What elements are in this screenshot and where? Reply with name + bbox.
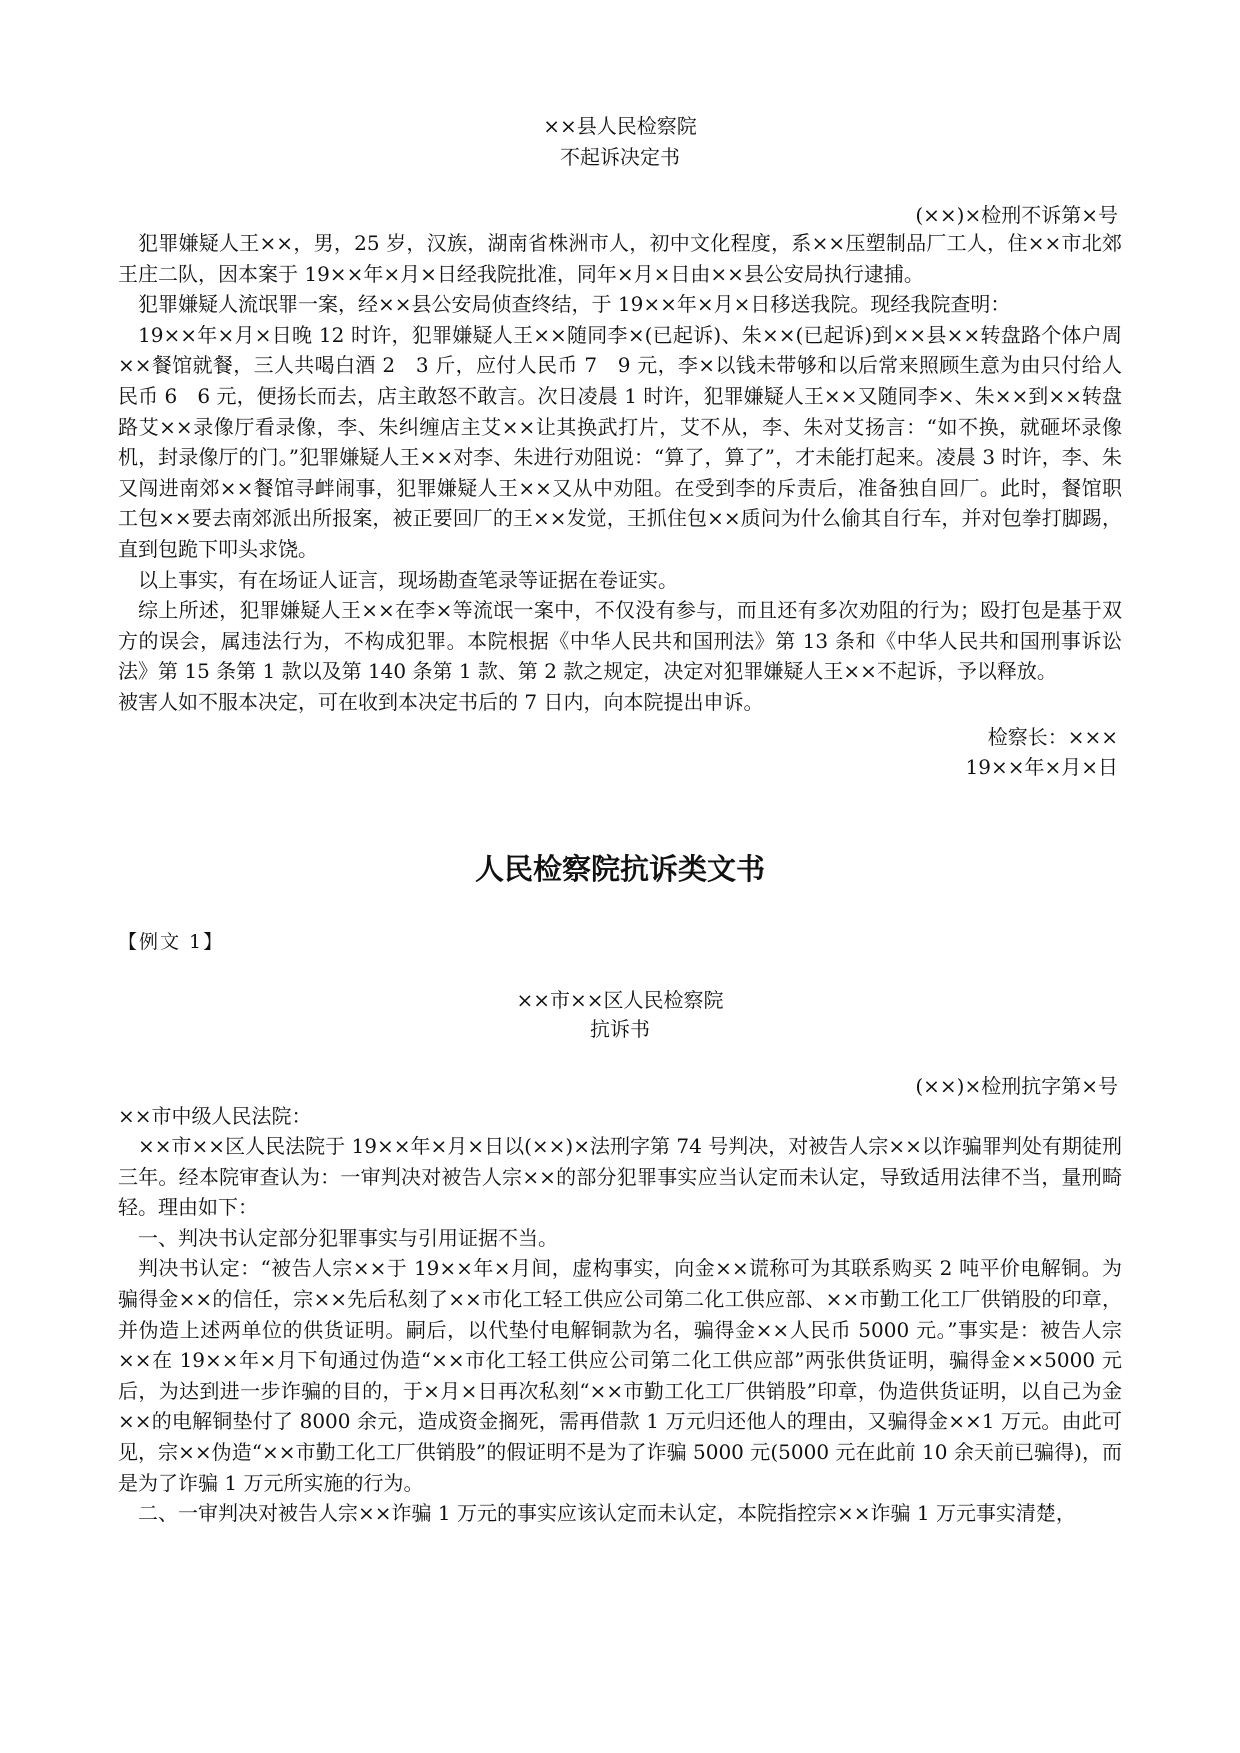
doc2-doc-number: (××)×检刑抗字第×号 (915, 1074, 1118, 1098)
doc1-doc-number: (××)×检刑不诉第×号 (915, 203, 1118, 227)
doc2-title: 抗诉书 (590, 1017, 650, 1041)
example-label: 【例文 1】 (118, 931, 225, 953)
body-paragraph: 犯罪嫌疑人王××，男，25 岁，汉族，湖南省株洲市人，初中文化程度，系××压塑制品厂工人，住××市北郊王庄二队，因本案于 19××年×月×日经我院批准，同年×月×日由××县公安局执行逮捕。 (118, 231, 1122, 286)
body-paragraph: 一、判决书认定部分犯罪事实与引用证据不当。 (138, 1225, 558, 1250)
doc1-org-name: ××县人民检察院 (543, 114, 697, 138)
body-paragraph: ××市××区人民法院于 19××年×月×日以(××)×法刑字第 74 号判决，对被告人宗××以诈骗罪判处有期徒刑三年。经本院审查认为：一审判决对被告人宗××的部分犯罪事实应当认定而未认定，导致适用法律不当，量刑畸轻。理由如下： (118, 1134, 1122, 1220)
body-paragraph: 判决书认定：“被告人宗××于 19××年×月间，虚构事实，向金××谎称可为其联系购买 2 吨平价电解铜。为骗得金××的信任，宗××先后私刻了××市化工轻工供应公司第二化工供应部、××市勤工化工厂供销股的印章，并伪造上述两单位的供货证明。嗣后，以代垫付电解铜款为名，骗得金××人民币 5000 元。”事实是：被告人宗××在 19××年×月下旬通过伪造“××市化工轻工供应公司第二化工供应部”两张供货证明，骗得金××5000 元后，为达到进一步诈骗的目的，于×月×日再次私刻“××市勤工化工厂供销股”印章，伪造供货证明，以自己为金××的电解铜垫付了 8000 余元，造成资金搁死，需再借款 1 万元归还他人的理由，又骗得金××1 万元。由此可见，宗××伪造“××市勤工化工厂供销股”的假证明不是为了诈骗 5000 元(5000 元在此前 10 余天前已骗得)，而是为了诈骗 1 万元所实施的行为。 (118, 1256, 1122, 1495)
section-heading: 人民检察院抗诉类文书 (474, 852, 765, 886)
doc1-date: 19××年×月×日 (965, 755, 1118, 779)
body-paragraph: 犯罪嫌疑人流氓罪一案，经××县公安局侦查终结，于 19××年×月×日移送我院。现经我院查明： (138, 292, 1011, 317)
doc2-body (118, 1131, 1122, 1529)
doc2-org-name: ××市××区人民检察院 (516, 988, 724, 1012)
doc1-signature: 检察长：××× (987, 725, 1118, 749)
doc2-addressee: ××市中级人民法院： (118, 1104, 312, 1128)
doc1-title: 不起诉决定书 (560, 145, 680, 169)
body-paragraph: 综上所述，犯罪嫌疑人王××在李×等流氓一案中，不仅没有参与，而且还有多次劝阻的行为；殴打包是基于双方的误会，属违法行为，不构成犯罪。本院根据《中华人民共和国刑法》第 13 条和《中华人民共和国刑事诉讼法》第 15 条第 1 款以及第 140 条第 1 款、第 2 款之规定，决定对犯罪嫌疑人王××不起诉，予以释放。 (118, 598, 1122, 684)
body-paragraph: 19××年×月×日晚 12 时许，犯罪嫌疑人王××随同李×(已起诉)、朱××(已起诉)到××县××转盘路个体户周××餐馆就餐，三人共喝白酒 2 3 斤，应付人民币 7 9 元，李×以钱未带够和以后常来照顾生意为由只付给人民币 6 6 元，便扬长而去，店主敢怒不敢言。次日凌晨 1 时许，犯罪嫌疑人王××又随同李×、朱××到××转盘路艾××录像厅看录像，李、朱纠缠店主艾××让其换武打片，艾不从，李、朱对艾扬言：“如不换，就砸坏录像机，封录像厅的门。”犯罪嫌疑人王××对李、朱进行劝阻说：“算了，算了”，才未能打起来。凌晨 3 时许，李、朱又闯进南郊××餐馆寻衅闹事，犯罪嫌疑人王××又从中劝阻。在受到李的斥责后，准备独自回厂。此时，餐馆职工包××要去南郊派出所报案，被正要回厂的王××发觉，王抓住包××质问为什么偷其自行车，并对包拳打脚踢，直到包跪下叩头求饶。 (118, 322, 1122, 561)
body-paragraph: 以上事实，有在场证人证言，现场勘查笔录等证据在卷证实。 (138, 567, 678, 592)
doc1-body (118, 228, 1122, 718)
body-paragraph: 被害人如不服本决定，可在收到本决定书后的 7 日内，向本院提出申诉。 (118, 689, 764, 714)
body-paragraph: 二、一审判决对被告人宗××诈骗 1 万元的事实应该认定而未认定，本院指控宗××诈骗 1 万元事实清楚， (138, 1501, 1076, 1526)
